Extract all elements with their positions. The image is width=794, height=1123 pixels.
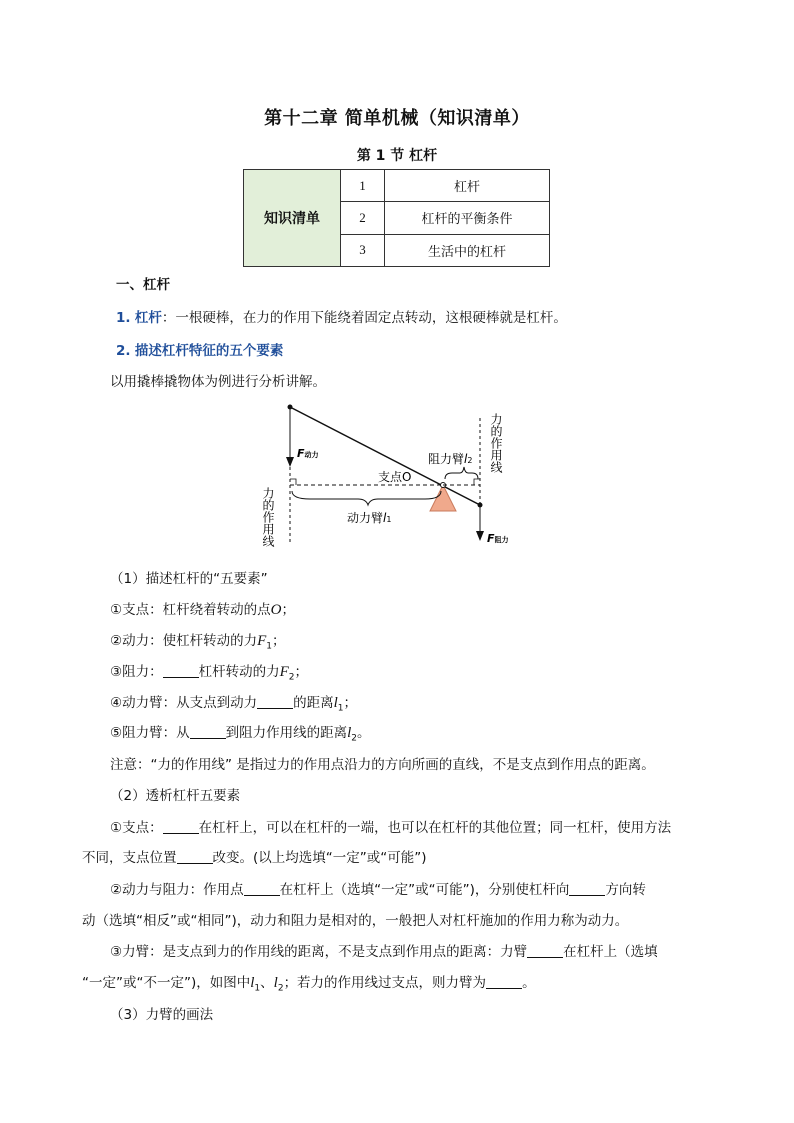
answer-blank bbox=[244, 882, 280, 896]
answer-blank bbox=[486, 975, 522, 989]
item-number: 3 bbox=[341, 234, 385, 266]
load-force-label: F阻力 bbox=[487, 532, 509, 545]
subsection-2: （2）透析杠杆五要素 bbox=[110, 788, 241, 804]
knowledge-list-table bbox=[243, 169, 550, 267]
load-arrow-head bbox=[476, 531, 484, 541]
paragraph-fulcrum-line1: ①支点： 在杠杆上，可以在杠杆的一端，也可以在杠杆的其他位置；同一杠杆，使用方法 bbox=[110, 820, 672, 836]
effort-force-label: F动力 bbox=[297, 447, 319, 460]
paragraph-forces-line1: ②动力与阻力：作用点 在杠杆上（选填“一定”或“可能”)，分别使杠杆向 方向转 bbox=[110, 882, 646, 898]
table-header: 知识清单 bbox=[244, 170, 341, 267]
subsection-3: （3）力臂的画法 bbox=[110, 1007, 214, 1023]
element-effort: ②动力：使杠杆转动的力$F_1$； bbox=[110, 633, 286, 652]
load-arm-brace bbox=[445, 467, 478, 479]
answer-blank bbox=[569, 882, 605, 896]
item-label: 杠杆的平衡条件 bbox=[385, 202, 550, 234]
definition-paragraph bbox=[116, 306, 567, 326]
heading-text: 描述杠杆特征的五个要素 bbox=[134, 343, 284, 359]
answer-blank bbox=[190, 725, 226, 739]
item-number: 1 bbox=[341, 170, 385, 202]
heading-lever: 一、杠杆 bbox=[116, 277, 170, 293]
answer-blank bbox=[163, 820, 199, 834]
line-of-action-left-label: 力的作用线 bbox=[261, 487, 275, 547]
intro-text: 以用撬棒撬物体为例进行分析讲解。 bbox=[110, 374, 326, 390]
table-row bbox=[244, 170, 550, 202]
item-number: 1. bbox=[116, 310, 131, 326]
subsection-1: （1）描述杠杆的“五要素” bbox=[110, 571, 268, 587]
five-elements-heading bbox=[116, 339, 283, 359]
load-arm-label: 阻力臂l2 bbox=[428, 452, 473, 466]
paragraph-fulcrum-line2: 不同，支点位置 改变。(以上均选填“一定”或“可能”) bbox=[82, 850, 427, 866]
fulcrum-label: 支点O bbox=[378, 470, 412, 484]
paragraph-arm-line1: ③力臂：是支点到力的作用线的距离，不是支点到作用点的距离：力臂 在杠杆上（选填 bbox=[110, 944, 658, 960]
line-of-action-right-label: 力的作用线 bbox=[489, 413, 503, 473]
item-number: 2 bbox=[341, 202, 385, 234]
definition-text: ：一根硬棒，在力的作用下能绕着固定点转动，这根硬棒就是杠杆。 bbox=[161, 310, 567, 326]
item-label: 生活中的杠杆 bbox=[385, 234, 550, 266]
section-title: 第 1 节 杠杆 bbox=[356, 148, 438, 164]
term-lever: 杠杆 bbox=[134, 310, 162, 326]
answer-blank bbox=[163, 664, 199, 678]
element-load-arm: ⑤阻力臂：从 到阻力作用线的距离$l_2$。 bbox=[110, 725, 371, 744]
element-resistance: ③阻力： 杠杆转动的力$F_2$； bbox=[110, 664, 309, 683]
effort-arm-brace bbox=[292, 491, 441, 505]
lever-diagram bbox=[250, 395, 540, 555]
answer-blank bbox=[257, 695, 293, 709]
item-label: 杠杆 bbox=[385, 170, 550, 202]
element-fulcrum: ①支点：杠杆绕着转动的点O； bbox=[110, 602, 295, 618]
note-paragraph: 注意：“力的作用线” 是指过力的作用点沿力的方向所画的直线，不是支点到作用点的距离。 bbox=[110, 757, 655, 773]
effort-arrow-head bbox=[286, 457, 294, 467]
answer-blank bbox=[177, 850, 213, 864]
effort-arm-label: 动力臂l1 bbox=[347, 511, 392, 525]
paragraph-arm-line2: “一定”或“不一定”)，如图中$l_1$、$l_2$；若力的作用线过支点，则力臂为 。 bbox=[82, 975, 536, 994]
page-title: 第十二章 简单机械（知识清单） bbox=[264, 108, 530, 129]
item-number: 2. bbox=[116, 343, 131, 359]
paragraph-forces-line2: 动（选填“相反”或“相同”)，动力和阻力是相对的，一般把人对杠杆施加的作用力称为动力。 bbox=[82, 913, 629, 929]
element-effort-arm: ④动力臂：从支点到动力 的距离$l_1$； bbox=[110, 695, 358, 714]
answer-blank bbox=[527, 944, 563, 958]
